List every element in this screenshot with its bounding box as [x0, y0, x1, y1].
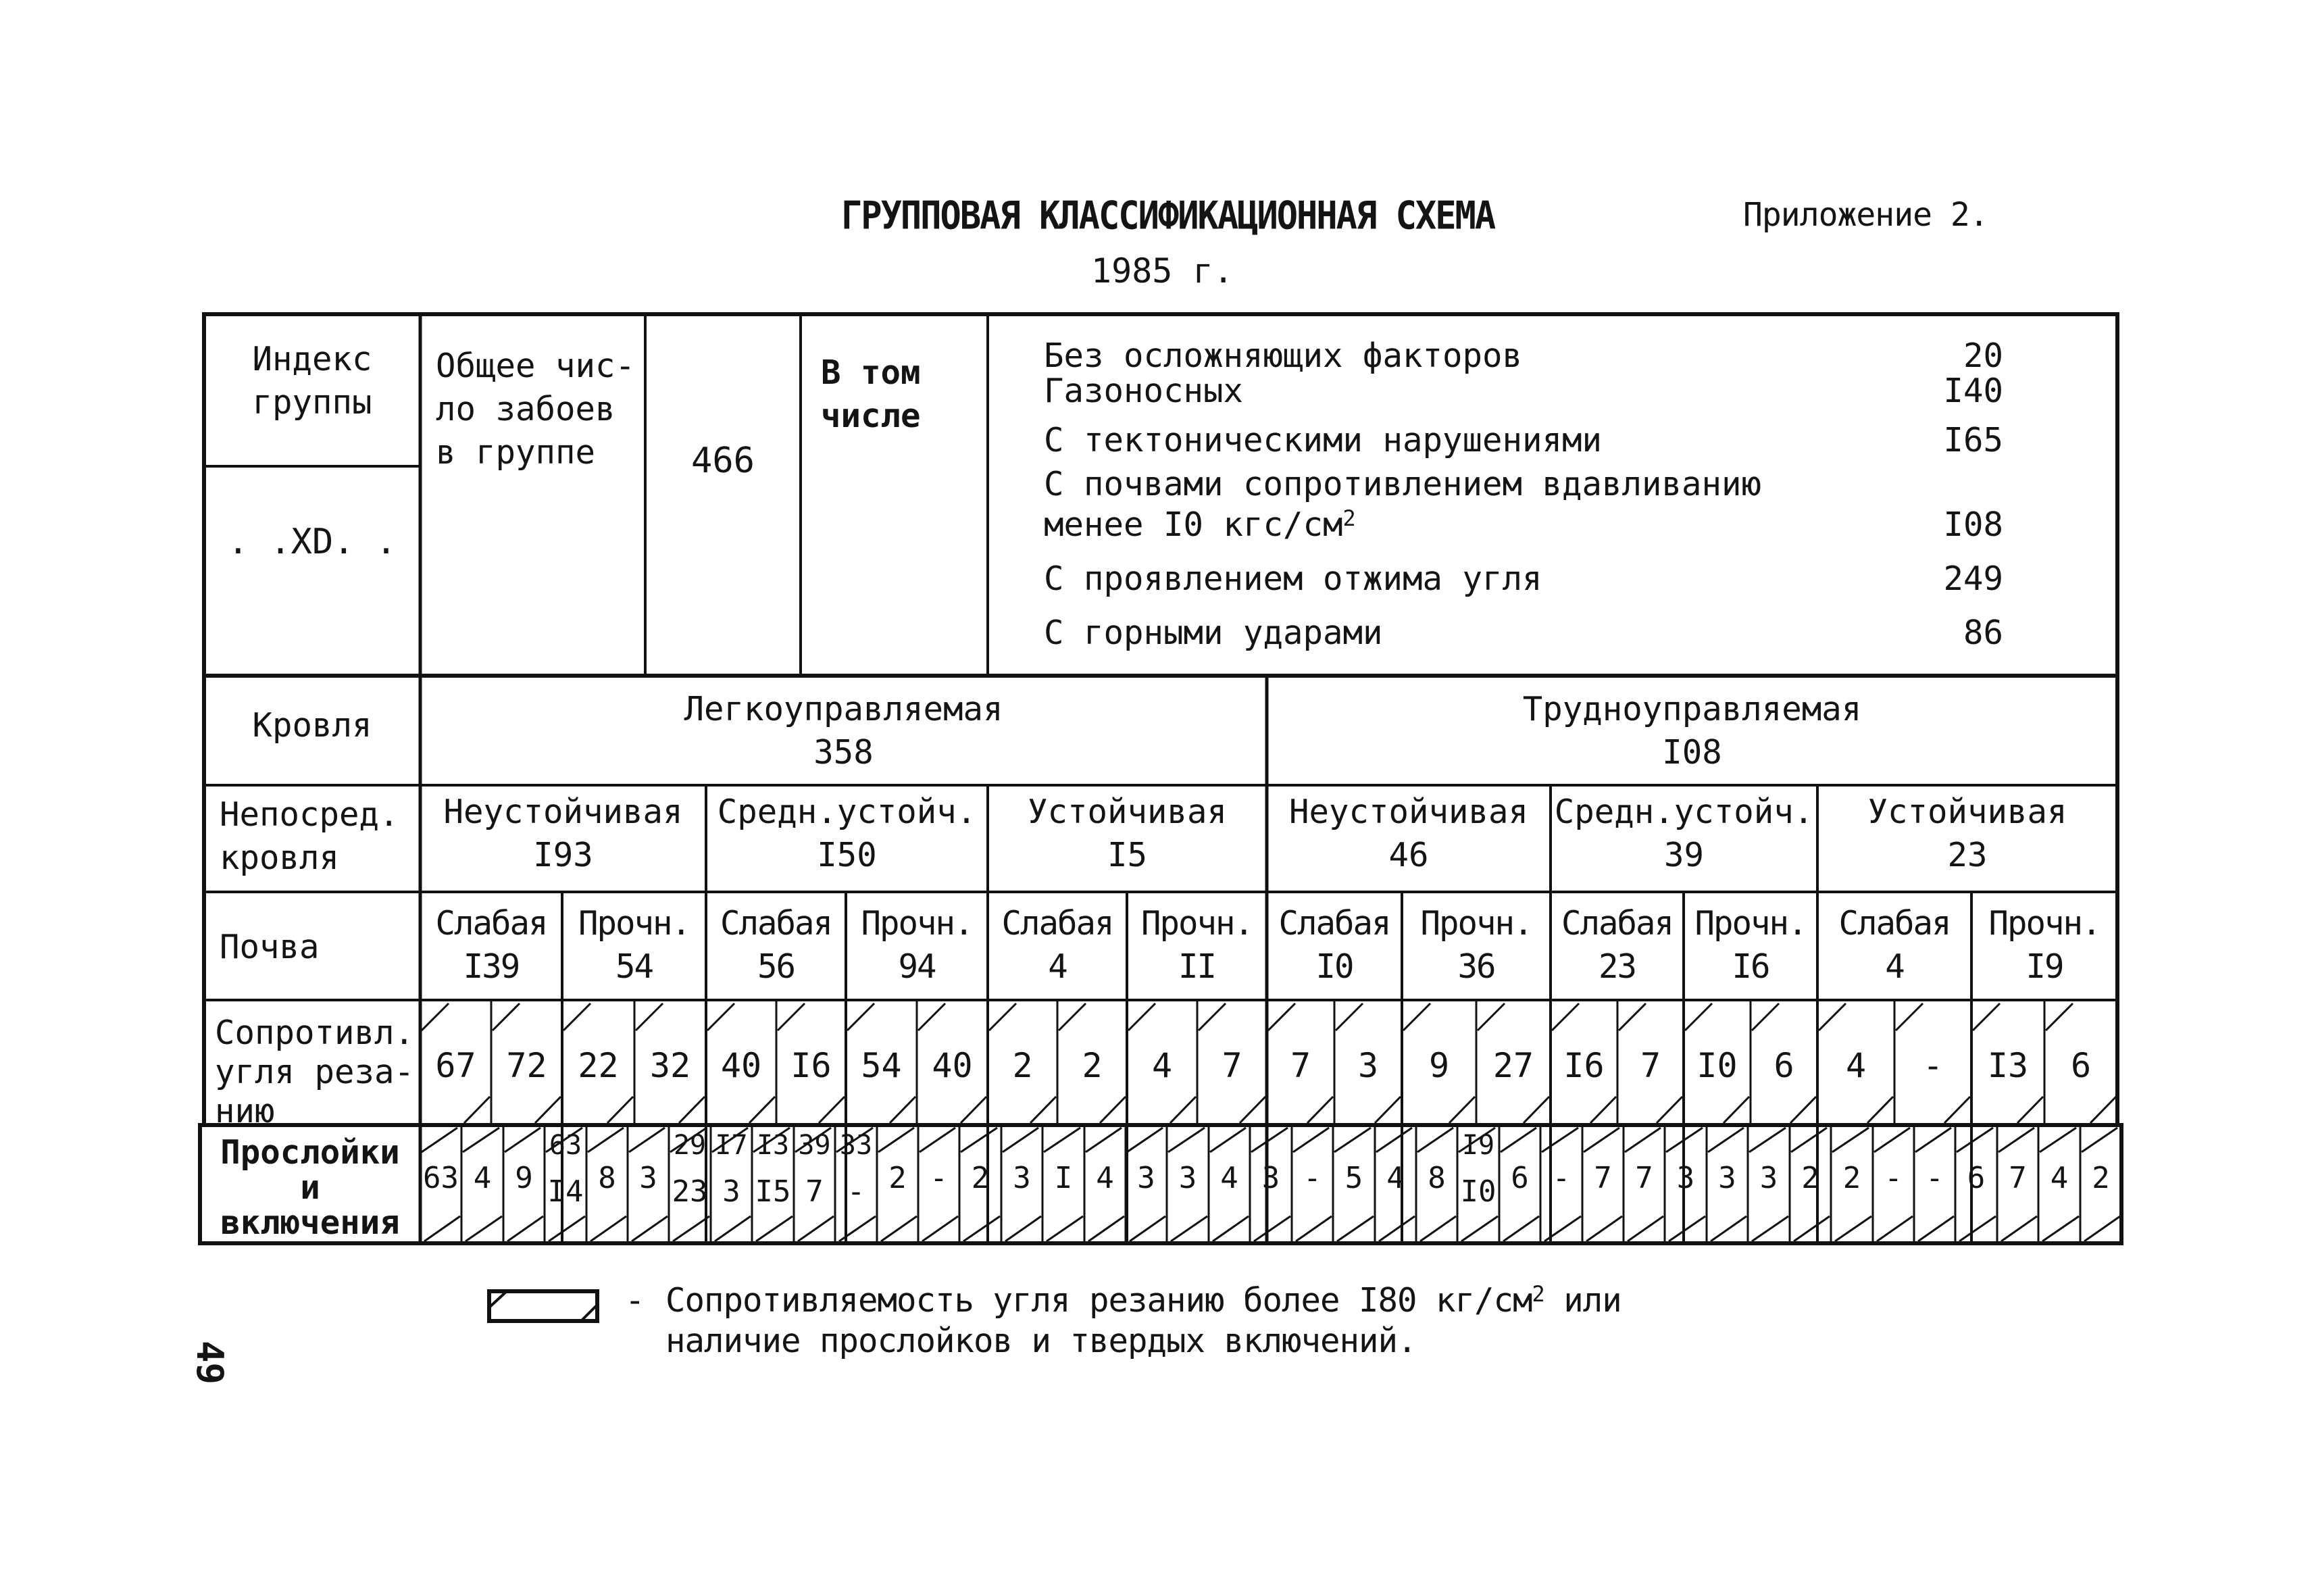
cutting-value: 3 — [1357, 1046, 1379, 1085]
hatch-mark — [1449, 1097, 1475, 1123]
floor-item: Слабая I0 — [1278, 904, 1390, 986]
hatch-mark — [881, 1216, 917, 1241]
hatch-mark — [1752, 1003, 1779, 1030]
cutting-value: 22 — [578, 1046, 619, 1085]
cutting-value: 7 — [1640, 1046, 1661, 1085]
hatch-mark — [1307, 1097, 1333, 1123]
hatch-mark — [1213, 1216, 1249, 1241]
hatch-mark — [632, 1216, 668, 1241]
hatch-mark — [1867, 1097, 1893, 1123]
interlayer-value: 3 — [1676, 1161, 1695, 1195]
hatch-mark — [707, 1003, 734, 1030]
roof-group-easy: Легкоуправляемая 358 — [684, 690, 1003, 772]
hatch-mark — [1724, 1097, 1749, 1123]
interlayer-value: 2 — [2092, 1161, 2110, 1195]
hatch-mark — [1088, 1216, 1124, 1241]
hatch-mark — [1998, 1128, 2034, 1152]
cutting-value: 2 — [1012, 1046, 1033, 1085]
hatch-mark — [890, 1097, 915, 1123]
hatch-mark — [847, 1003, 874, 1030]
hatch-mark — [1375, 1097, 1401, 1123]
hatch-mark — [1240, 1097, 1265, 1123]
hatch-mark — [1590, 1097, 1616, 1123]
factor-value: 249 — [1943, 559, 2003, 598]
hatch-mark — [1293, 1128, 1329, 1152]
interlayer-value: 6 — [1511, 1161, 1529, 1195]
hatch-mark — [1835, 1216, 1871, 1241]
hatch-mark — [1047, 1216, 1083, 1241]
hatch-mark — [1501, 1128, 1536, 1152]
immediate-roof-item: Средн.устойч. I50 — [717, 793, 977, 874]
hatch-mark — [1794, 1216, 1830, 1241]
cutting-value: 7 — [1222, 1046, 1242, 1085]
factor-label: С тектоническими нарушениями — [1044, 421, 1603, 459]
cutting-value: 67 — [435, 1046, 476, 1085]
interlayer-value: 4 — [1386, 1161, 1405, 1195]
interlayer-value: 3 — [1178, 1161, 1197, 1195]
hatch-mark — [535, 1097, 561, 1123]
including-label: В том числе — [821, 353, 921, 435]
interlayer-value: 7 — [805, 1174, 824, 1209]
immediate-roof-item: Устойчивая I5 — [1027, 793, 1227, 874]
hatch-mark — [1685, 1003, 1712, 1030]
hatch-mark — [1168, 1128, 1205, 1152]
hatch-mark — [1524, 1097, 1549, 1123]
interlayer-value: 63 — [423, 1161, 459, 1195]
cutting-value: I0 — [1696, 1046, 1738, 1085]
factor-label: менее I0 кгс/$см^2$ — [1044, 505, 1356, 544]
hatched-cell-legend-icon — [486, 1287, 601, 1326]
cutting-value: I6 — [1563, 1046, 1605, 1085]
interlayer-value: - — [1884, 1161, 1903, 1195]
hatch-mark — [1336, 1003, 1363, 1030]
roof-label: Кровля — [252, 706, 372, 745]
interlayer-top-value: 39 — [798, 1130, 831, 1161]
cutting-value: 4 — [1845, 1046, 1867, 1085]
hatch-mark — [1403, 1003, 1430, 1030]
hatch-mark — [2040, 1128, 2076, 1152]
immediate-roof-label: Непосред. кровля — [220, 795, 399, 877]
hatch-mark — [1003, 1128, 1038, 1152]
page-number: 49 — [188, 1340, 232, 1385]
hatch-mark — [1973, 1003, 2000, 1030]
interlayer-value: 4 — [1220, 1161, 1238, 1195]
hatch-mark — [1542, 1128, 1578, 1152]
hatch-mark — [922, 1216, 958, 1241]
hatch-mark — [463, 1128, 499, 1152]
hatch-mark — [673, 1216, 709, 1241]
hatch-mark — [1337, 1216, 1374, 1241]
interlayer-value: 3 — [722, 1174, 740, 1209]
interlayer-value: - — [847, 1174, 865, 1209]
hatch-mark — [2084, 1216, 2120, 1241]
cutting-value: 2 — [1082, 1046, 1103, 1085]
hatch-mark — [590, 1216, 626, 1241]
interlayer-value: I0 — [1460, 1174, 1496, 1209]
hatch-mark — [2090, 1097, 2116, 1123]
hatch-mark — [1128, 1003, 1155, 1030]
hatch-mark — [1127, 1128, 1163, 1152]
factor-value: I65 — [1943, 421, 2003, 459]
document-year: 1985 г. — [1091, 251, 1234, 291]
hatch-mark — [1819, 1003, 1846, 1030]
hatch-mark — [798, 1216, 834, 1241]
cutting-value: 4 — [1151, 1046, 1173, 1085]
hatch-mark — [424, 1216, 460, 1241]
total-faces-label: Общее чис- ло забоев в группе — [436, 347, 636, 472]
hatch-mark — [1379, 1216, 1415, 1241]
floor-item: Прочн. II — [1140, 904, 1253, 986]
hatch-mark — [1171, 1216, 1207, 1241]
interlayer-value: - — [930, 1161, 948, 1195]
hatch-mark — [819, 1097, 845, 1123]
hatch-mark — [1584, 1128, 1619, 1152]
hatch-mark — [1044, 1128, 1080, 1152]
factor-value: 20 — [1963, 336, 2003, 375]
cutting-value: 54 — [861, 1046, 902, 1085]
immediate-roof-item: Средн.устойч. 39 — [1554, 793, 1814, 874]
hatch-mark — [607, 1097, 633, 1123]
hatch-mark — [961, 1097, 986, 1123]
cutting-value: 9 — [1428, 1046, 1450, 1085]
hatch-mark — [2046, 1003, 2073, 1030]
hatch-mark — [1170, 1097, 1196, 1123]
hatch-mark — [505, 1128, 540, 1152]
hatch-mark — [1619, 1003, 1646, 1030]
hatch-mark — [1896, 1003, 1923, 1030]
hatch-mark — [1832, 1128, 1869, 1152]
interlayer-value: 3 — [1261, 1161, 1280, 1195]
hatch-mark — [1552, 1003, 1579, 1030]
hatch-mark — [1957, 1128, 1993, 1152]
immediate-roof-item: Неустойчивая 46 — [1288, 793, 1528, 874]
interlayer-top-value: 33 — [839, 1130, 873, 1161]
hatch-mark — [778, 1003, 805, 1030]
hatch-mark — [1199, 1003, 1226, 1030]
interlayer-value: 7 — [2009, 1161, 2027, 1195]
interlayer-value: 2 — [888, 1161, 907, 1195]
floor-item: Слабая 4 — [1838, 904, 1951, 986]
interlayer-value: 3 — [1759, 1161, 1778, 1195]
hatch-mark — [878, 1128, 914, 1152]
interlayer-value: 3 — [1013, 1161, 1031, 1195]
factor-label: С почвами сопротивлением вдавливанию — [1044, 465, 1762, 503]
hatch-mark — [1100, 1097, 1126, 1123]
hatch-mark — [715, 1216, 751, 1241]
hatch-mark — [1752, 1216, 1788, 1241]
cutting-value: 6 — [1774, 1046, 1794, 1085]
hatch-mark — [1254, 1216, 1290, 1241]
hatch-mark — [1420, 1216, 1456, 1241]
interlayer-top-value: I7 — [715, 1130, 748, 1161]
hatch-mark — [1959, 1216, 1996, 1241]
cutting-resistance-label: Сопротивл. угля реза- нию — [215, 1014, 415, 1130]
interlayer-value: I — [1054, 1161, 1073, 1195]
hatch-mark — [1669, 1216, 1705, 1241]
index-group-label: Индекс группы — [252, 340, 372, 422]
cutting-value: 72 — [506, 1046, 547, 1085]
hatch-mark — [549, 1216, 585, 1241]
hatch-mark — [1210, 1128, 1246, 1152]
hatch-mark — [1944, 1097, 1970, 1123]
hatch-mark — [629, 1128, 665, 1152]
hatch-mark — [1586, 1216, 1622, 1241]
hatch-mark — [756, 1216, 793, 1241]
legend-text: Сопротивляемость угля резанию более I80 $кг/см^2$ или наличие прослойков и твердых включений. — [665, 1281, 1621, 1360]
cutting-value: 32 — [649, 1046, 691, 1085]
hatch-mark — [961, 1128, 997, 1152]
interlayer-value: 3 — [1137, 1161, 1155, 1195]
floor-item: Слабая 4 — [1001, 904, 1113, 986]
factor-label: Без осложняющих факторов — [1044, 336, 1523, 375]
immediate-roof-item: Неустойчивая I93 — [443, 793, 683, 874]
interlayer-top-value: I3 — [756, 1130, 790, 1161]
floor-item: Слабая 23 — [1561, 904, 1673, 986]
hatch-mark — [963, 1216, 1000, 1241]
interlayer-value: 6 — [1967, 1161, 1986, 1195]
interlayer-value: - — [1552, 1161, 1571, 1195]
floor-item: Прочн. 94 — [861, 904, 973, 986]
interlayer-value: - — [1926, 1161, 1944, 1195]
factor-label: Газоносных — [1044, 372, 1244, 410]
cutting-value: 6 — [2070, 1046, 2092, 1085]
hatch-mark — [1296, 1216, 1332, 1241]
immediate-roof-item: Устойчивая 23 — [1867, 793, 2067, 874]
hatch-mark — [422, 1003, 449, 1030]
hatch-mark — [749, 1097, 775, 1123]
interlayer-top-value: 29 — [673, 1130, 707, 1161]
interlayer-value: 8 — [1428, 1161, 1446, 1195]
factor-label: С проявлением отжима угля — [1044, 559, 1542, 598]
hatch-mark — [1708, 1128, 1744, 1152]
cutting-value: 27 — [1492, 1046, 1534, 1085]
cutting-value: - — [1922, 1046, 1944, 1085]
appendix-label: Приложение 2. — [1743, 196, 1988, 234]
hatch-mark — [1268, 1003, 1295, 1030]
interlayer-value: 4 — [2050, 1161, 2069, 1195]
floor-item: Прочн. I6 — [1694, 904, 1807, 986]
hatch-mark — [1628, 1216, 1663, 1241]
hatch-mark — [1915, 1128, 1951, 1152]
interlayer-value: I4 — [547, 1174, 584, 1209]
interlayer-value: 4 — [1096, 1161, 1114, 1195]
hatch-mark — [1478, 1003, 1505, 1030]
interlayer-value: 4 — [473, 1161, 492, 1195]
floor-item: Слабая I39 — [435, 904, 547, 986]
floor-item: Слабая 56 — [720, 904, 832, 986]
hatch-mark — [1918, 1216, 1954, 1241]
hatch-mark — [1376, 1128, 1412, 1152]
hatch-mark — [920, 1128, 955, 1152]
hatch-mark — [507, 1216, 543, 1241]
hatch-mark — [918, 1003, 945, 1030]
hatch-mark — [2042, 1216, 2079, 1241]
hatch-mark — [1059, 1003, 1086, 1030]
total-faces-value: 466 — [691, 441, 755, 481]
cutting-value: 40 — [720, 1046, 762, 1085]
hatch-mark — [1749, 1128, 1786, 1152]
interlayer-value: 7 — [1635, 1161, 1653, 1195]
hatch-mark — [1130, 1216, 1165, 1241]
interlayer-value: - — [1303, 1161, 1322, 1195]
interlayer-value: 3 — [1718, 1161, 1736, 1195]
hatch-mark — [1030, 1097, 1056, 1123]
interlayer-value: 2 — [1842, 1161, 1861, 1195]
hatch-mark — [466, 1216, 502, 1241]
hatch-mark — [422, 1128, 457, 1152]
cutting-value: I3 — [1987, 1046, 2029, 1085]
hatch-mark — [1874, 1128, 1910, 1152]
interlayer-value: I5 — [755, 1174, 791, 1209]
cutting-value: 40 — [932, 1046, 973, 1085]
interlayer-top-value: 63 — [549, 1130, 582, 1161]
roof-group-hard: Трудноуправляемая I08 — [1522, 690, 1862, 772]
hatch-mark — [636, 1003, 663, 1030]
hatch-mark — [1503, 1216, 1539, 1241]
hatch-mark — [493, 1003, 520, 1030]
hatch-mark — [2017, 1097, 2043, 1123]
floor-item: Прочн. 54 — [578, 904, 690, 986]
hatch-mark — [1625, 1128, 1661, 1152]
hatch-mark — [1005, 1216, 1041, 1241]
interlayer-value: 7 — [1594, 1161, 1612, 1195]
hatch-mark — [989, 1003, 1016, 1030]
cutting-value: I6 — [790, 1046, 832, 1085]
hatch-mark — [1877, 1216, 1913, 1241]
hatch-mark — [588, 1128, 624, 1152]
floor-item: Прочн. 36 — [1420, 904, 1532, 986]
cutting-value: 7 — [1290, 1046, 1311, 1085]
hatch-mark — [1657, 1097, 1682, 1123]
hatch-mark — [1334, 1128, 1371, 1152]
hatch-mark — [1790, 1097, 1816, 1123]
interlayer-value: 2 — [971, 1161, 990, 1195]
document-title: ГРУППОВАЯ КЛАССИФИКАЦИОННАЯ СХЕМА — [841, 194, 1495, 239]
interlayer-value: 23 — [672, 1174, 708, 1209]
hatch-mark — [1461, 1216, 1498, 1241]
floor-label: Почва — [220, 928, 320, 966]
hatch-mark — [679, 1097, 705, 1123]
hatch-mark — [2082, 1128, 2117, 1152]
interlayer-value: 5 — [1344, 1161, 1363, 1195]
floor-item: Прочн. I9 — [1988, 904, 2101, 986]
interlayer-value: 2 — [1801, 1161, 1819, 1195]
factor-value: 86 — [1963, 614, 2003, 652]
factor-value: I40 — [1943, 372, 2003, 410]
hatch-mark — [1086, 1128, 1122, 1152]
interlayer-top-value: I9 — [1461, 1130, 1495, 1161]
hatch-mark — [1417, 1128, 1453, 1152]
hatch-mark — [2001, 1216, 2037, 1241]
factor-label: С горными ударами — [1044, 614, 1383, 652]
interlayer-value: 3 — [639, 1161, 657, 1195]
hatch-mark — [563, 1003, 590, 1030]
factor-value: I08 — [1943, 505, 2003, 544]
hatch-mark — [464, 1097, 490, 1123]
index-group-value: . .XD. . — [227, 522, 397, 562]
hatch-mark — [1711, 1216, 1746, 1241]
legend-dash: - — [625, 1281, 645, 1320]
hatch-mark — [1791, 1128, 1827, 1152]
interlayers-label: Прослойки и включения — [220, 1133, 400, 1242]
hatch-mark — [1251, 1128, 1288, 1152]
interlayer-value: 8 — [598, 1161, 616, 1195]
interlayer-value: 9 — [515, 1161, 533, 1195]
